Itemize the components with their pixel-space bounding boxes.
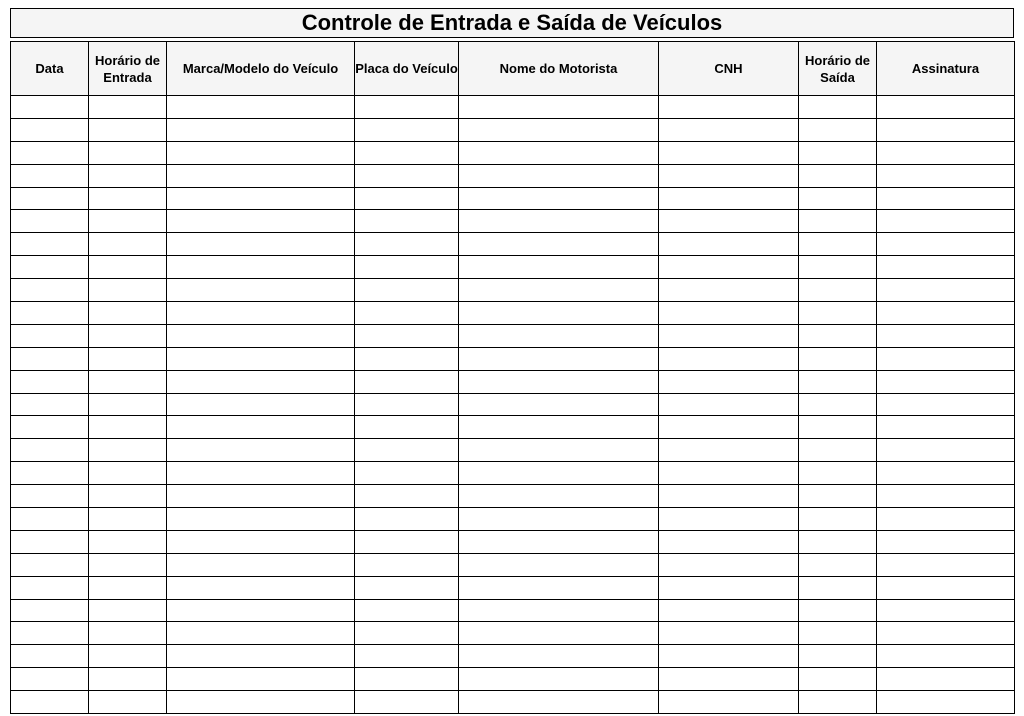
cell-horario-saida[interactable] (799, 462, 877, 485)
cell-nome-motorista[interactable] (459, 393, 659, 416)
cell-cnh[interactable] (659, 462, 799, 485)
cell-nome-motorista[interactable] (459, 164, 659, 187)
cell-marca-modelo[interactable] (167, 96, 355, 119)
cell-nome-motorista[interactable] (459, 622, 659, 645)
cell-cnh[interactable] (659, 141, 799, 164)
cell-nome-motorista[interactable] (459, 210, 659, 233)
cell-placa[interactable] (355, 347, 459, 370)
cell-placa[interactable] (355, 530, 459, 553)
column-header-cnh: CNH (659, 42, 799, 96)
cell-assinatura[interactable] (877, 645, 1015, 668)
table-row (11, 279, 1015, 302)
cell-marca-modelo[interactable] (167, 302, 355, 325)
table-row (11, 622, 1015, 645)
cell-horario-saida[interactable] (799, 164, 877, 187)
cell-horario-saida[interactable] (799, 347, 877, 370)
cell-horario-entrada[interactable] (89, 508, 167, 531)
cell-nome-motorista[interactable] (459, 691, 659, 714)
cell-horario-entrada[interactable] (89, 416, 167, 439)
cell-cnh[interactable] (659, 485, 799, 508)
cell-marca-modelo[interactable] (167, 530, 355, 553)
cell-data[interactable] (11, 279, 89, 302)
cell-assinatura[interactable] (877, 233, 1015, 256)
cell-marca-modelo[interactable] (167, 324, 355, 347)
cell-horario-entrada[interactable] (89, 279, 167, 302)
cell-cnh[interactable] (659, 279, 799, 302)
table-row (11, 118, 1015, 141)
cell-data[interactable] (11, 393, 89, 416)
cell-placa[interactable] (355, 416, 459, 439)
cell-cnh[interactable] (659, 118, 799, 141)
table-row (11, 393, 1015, 416)
table-row (11, 576, 1015, 599)
table-row (11, 439, 1015, 462)
cell-assinatura[interactable] (877, 256, 1015, 279)
cell-nome-motorista[interactable] (459, 553, 659, 576)
cell-assinatura[interactable] (877, 508, 1015, 531)
cell-assinatura[interactable] (877, 141, 1015, 164)
cell-assinatura[interactable] (877, 370, 1015, 393)
column-header-nome-motorista: Nome do Motorista (459, 42, 659, 96)
table-row (11, 256, 1015, 279)
cell-placa[interactable] (355, 210, 459, 233)
cell-assinatura[interactable] (877, 599, 1015, 622)
cell-horario-entrada[interactable] (89, 164, 167, 187)
cell-horario-entrada[interactable] (89, 691, 167, 714)
cell-assinatura[interactable] (877, 164, 1015, 187)
cell-data[interactable] (11, 645, 89, 668)
cell-horario-entrada[interactable] (89, 187, 167, 210)
cell-data[interactable] (11, 324, 89, 347)
cell-horario-entrada[interactable] (89, 462, 167, 485)
cell-marca-modelo[interactable] (167, 279, 355, 302)
cell-cnh[interactable] (659, 668, 799, 691)
cell-placa[interactable] (355, 302, 459, 325)
cell-nome-motorista[interactable] (459, 439, 659, 462)
cell-horario-entrada[interactable] (89, 96, 167, 119)
cell-horario-saida[interactable] (799, 691, 877, 714)
cell-placa[interactable] (355, 645, 459, 668)
cell-horario-entrada[interactable] (89, 485, 167, 508)
cell-marca-modelo[interactable] (167, 576, 355, 599)
cell-data[interactable] (11, 118, 89, 141)
cell-horario-entrada[interactable] (89, 553, 167, 576)
cell-horario-saida[interactable] (799, 553, 877, 576)
cell-placa[interactable] (355, 508, 459, 531)
cell-marca-modelo[interactable] (167, 118, 355, 141)
cell-horario-saida[interactable] (799, 96, 877, 119)
cell-horario-saida[interactable] (799, 302, 877, 325)
cell-assinatura[interactable] (877, 576, 1015, 599)
cell-nome-motorista[interactable] (459, 508, 659, 531)
cell-assinatura[interactable] (877, 530, 1015, 553)
cell-marca-modelo[interactable] (167, 141, 355, 164)
cell-horario-entrada[interactable] (89, 530, 167, 553)
cell-marca-modelo[interactable] (167, 691, 355, 714)
cell-horario-saida[interactable] (799, 279, 877, 302)
cell-nome-motorista[interactable] (459, 141, 659, 164)
cell-nome-motorista[interactable] (459, 324, 659, 347)
cell-horario-saida[interactable] (799, 530, 877, 553)
cell-marca-modelo[interactable] (167, 508, 355, 531)
cell-data[interactable] (11, 370, 89, 393)
cell-horario-entrada[interactable] (89, 141, 167, 164)
cell-assinatura[interactable] (877, 187, 1015, 210)
cell-placa[interactable] (355, 324, 459, 347)
cell-marca-modelo[interactable] (167, 416, 355, 439)
cell-horario-entrada[interactable] (89, 324, 167, 347)
cell-placa[interactable] (355, 233, 459, 256)
cell-marca-modelo[interactable] (167, 439, 355, 462)
cell-data[interactable] (11, 530, 89, 553)
cell-data[interactable] (11, 553, 89, 576)
cell-assinatura[interactable] (877, 347, 1015, 370)
cell-data[interactable] (11, 599, 89, 622)
cell-placa[interactable] (355, 164, 459, 187)
cell-cnh[interactable] (659, 302, 799, 325)
cell-nome-motorista[interactable] (459, 279, 659, 302)
cell-data[interactable] (11, 256, 89, 279)
cell-placa[interactable] (355, 187, 459, 210)
cell-marca-modelo[interactable] (167, 210, 355, 233)
column-header-placa: Placa do Veículo (355, 42, 459, 96)
table-body (11, 96, 1015, 714)
cell-data[interactable] (11, 485, 89, 508)
table-row (11, 233, 1015, 256)
cell-placa[interactable] (355, 141, 459, 164)
cell-horario-entrada[interactable] (89, 370, 167, 393)
cell-marca-modelo[interactable] (167, 622, 355, 645)
cell-horario-entrada[interactable] (89, 576, 167, 599)
cell-cnh[interactable] (659, 599, 799, 622)
cell-placa[interactable] (355, 691, 459, 714)
cell-horario-saida[interactable] (799, 256, 877, 279)
cell-data[interactable] (11, 691, 89, 714)
table-row (11, 210, 1015, 233)
column-header-horario-entrada: Horário de Entrada (89, 42, 167, 96)
cell-assinatura[interactable] (877, 302, 1015, 325)
table-row (11, 485, 1015, 508)
cell-cnh[interactable] (659, 622, 799, 645)
cell-nome-motorista[interactable] (459, 347, 659, 370)
cell-data[interactable] (11, 347, 89, 370)
cell-horario-saida[interactable] (799, 210, 877, 233)
cell-horario-entrada[interactable] (89, 302, 167, 325)
cell-horario-saida[interactable] (799, 141, 877, 164)
cell-cnh[interactable] (659, 508, 799, 531)
cell-cnh[interactable] (659, 324, 799, 347)
table-row (11, 691, 1015, 714)
table-row (11, 599, 1015, 622)
table-row (11, 508, 1015, 531)
cell-cnh[interactable] (659, 553, 799, 576)
cell-horario-saida[interactable] (799, 393, 877, 416)
cell-horario-entrada[interactable] (89, 599, 167, 622)
cell-assinatura[interactable] (877, 439, 1015, 462)
cell-horario-entrada[interactable] (89, 645, 167, 668)
cell-horario-saida[interactable] (799, 439, 877, 462)
table-row (11, 141, 1015, 164)
cell-placa[interactable] (355, 256, 459, 279)
cell-horario-saida[interactable] (799, 485, 877, 508)
cell-data[interactable] (11, 233, 89, 256)
cell-placa[interactable] (355, 439, 459, 462)
cell-assinatura[interactable] (877, 668, 1015, 691)
cell-nome-motorista[interactable] (459, 462, 659, 485)
cell-placa[interactable] (355, 96, 459, 119)
cell-nome-motorista[interactable] (459, 599, 659, 622)
cell-nome-motorista[interactable] (459, 302, 659, 325)
cell-cnh[interactable] (659, 576, 799, 599)
cell-nome-motorista[interactable] (459, 118, 659, 141)
cell-cnh[interactable] (659, 210, 799, 233)
cell-assinatura[interactable] (877, 324, 1015, 347)
cell-assinatura[interactable] (877, 622, 1015, 645)
cell-horario-saida[interactable] (799, 622, 877, 645)
cell-cnh[interactable] (659, 233, 799, 256)
cell-horario-entrada[interactable] (89, 439, 167, 462)
cell-nome-motorista[interactable] (459, 187, 659, 210)
cell-nome-motorista[interactable] (459, 416, 659, 439)
cell-cnh[interactable] (659, 370, 799, 393)
cell-data[interactable] (11, 508, 89, 531)
cell-nome-motorista[interactable] (459, 233, 659, 256)
table-row (11, 187, 1015, 210)
cell-marca-modelo[interactable] (167, 553, 355, 576)
cell-marca-modelo[interactable] (167, 347, 355, 370)
cell-placa[interactable] (355, 462, 459, 485)
cell-cnh[interactable] (659, 96, 799, 119)
cell-data[interactable] (11, 164, 89, 187)
table-row (11, 347, 1015, 370)
cell-placa[interactable] (355, 622, 459, 645)
cell-data[interactable] (11, 416, 89, 439)
cell-marca-modelo[interactable] (167, 256, 355, 279)
cell-marca-modelo[interactable] (167, 393, 355, 416)
cell-horario-saida[interactable] (799, 233, 877, 256)
cell-nome-motorista[interactable] (459, 485, 659, 508)
table-row (11, 416, 1015, 439)
cell-horario-saida[interactable] (799, 187, 877, 210)
cell-nome-motorista[interactable] (459, 645, 659, 668)
cell-horario-saida[interactable] (799, 599, 877, 622)
cell-cnh[interactable] (659, 393, 799, 416)
cell-horario-saida[interactable] (799, 416, 877, 439)
cell-cnh[interactable] (659, 187, 799, 210)
column-header-assinatura: Assinatura (877, 42, 1015, 96)
column-header-horario-saida: Horário de Saída (799, 42, 877, 96)
table-row (11, 645, 1015, 668)
cell-data[interactable] (11, 576, 89, 599)
cell-horario-entrada[interactable] (89, 347, 167, 370)
cell-assinatura[interactable] (877, 279, 1015, 302)
table-row (11, 302, 1015, 325)
cell-placa[interactable] (355, 279, 459, 302)
cell-horario-entrada[interactable] (89, 256, 167, 279)
cell-horario-saida[interactable] (799, 576, 877, 599)
table-row (11, 164, 1015, 187)
cell-horario-saida[interactable] (799, 118, 877, 141)
cell-assinatura[interactable] (877, 462, 1015, 485)
form-title: Controle de Entrada e Saída de Veículos (10, 8, 1014, 38)
cell-data[interactable] (11, 668, 89, 691)
table-row (11, 370, 1015, 393)
cell-cnh[interactable] (659, 164, 799, 187)
cell-marca-modelo[interactable] (167, 599, 355, 622)
cell-marca-modelo[interactable] (167, 485, 355, 508)
cell-cnh[interactable] (659, 439, 799, 462)
cell-marca-modelo[interactable] (167, 164, 355, 187)
cell-assinatura[interactable] (877, 96, 1015, 119)
cell-horario-entrada[interactable] (89, 233, 167, 256)
cell-horario-saida[interactable] (799, 645, 877, 668)
cell-placa[interactable] (355, 668, 459, 691)
cell-placa[interactable] (355, 553, 459, 576)
cell-marca-modelo[interactable] (167, 370, 355, 393)
vehicle-log-table (10, 41, 1015, 714)
column-header-data: Data (11, 42, 89, 96)
cell-assinatura[interactable] (877, 393, 1015, 416)
cell-horario-entrada[interactable] (89, 210, 167, 233)
cell-nome-motorista[interactable] (459, 530, 659, 553)
table-row (11, 553, 1015, 576)
cell-nome-motorista[interactable] (459, 256, 659, 279)
cell-marca-modelo[interactable] (167, 233, 355, 256)
cell-data[interactable] (11, 439, 89, 462)
cell-horario-entrada[interactable] (89, 118, 167, 141)
cell-placa[interactable] (355, 370, 459, 393)
cell-horario-saida[interactable] (799, 508, 877, 531)
cell-horario-entrada[interactable] (89, 668, 167, 691)
cell-nome-motorista[interactable] (459, 668, 659, 691)
cell-marca-modelo[interactable] (167, 462, 355, 485)
table-row (11, 462, 1015, 485)
cell-placa[interactable] (355, 576, 459, 599)
cell-placa[interactable] (355, 485, 459, 508)
cell-assinatura[interactable] (877, 691, 1015, 714)
cell-assinatura[interactable] (877, 118, 1015, 141)
cell-data[interactable] (11, 462, 89, 485)
cell-marca-modelo[interactable] (167, 668, 355, 691)
header-row (11, 42, 1015, 96)
cell-horario-saida[interactable] (799, 668, 877, 691)
cell-cnh[interactable] (659, 256, 799, 279)
cell-assinatura[interactable] (877, 210, 1015, 233)
cell-nome-motorista[interactable] (459, 576, 659, 599)
cell-data[interactable] (11, 187, 89, 210)
cell-assinatura[interactable] (877, 553, 1015, 576)
cell-cnh[interactable] (659, 416, 799, 439)
cell-horario-entrada[interactable] (89, 622, 167, 645)
cell-horario-entrada[interactable] (89, 393, 167, 416)
cell-nome-motorista[interactable] (459, 96, 659, 119)
table-row (11, 530, 1015, 553)
cell-marca-modelo[interactable] (167, 645, 355, 668)
cell-placa[interactable] (355, 599, 459, 622)
cell-marca-modelo[interactable] (167, 187, 355, 210)
table-row (11, 324, 1015, 347)
cell-cnh[interactable] (659, 530, 799, 553)
cell-data[interactable] (11, 622, 89, 645)
cell-assinatura[interactable] (877, 416, 1015, 439)
table-row (11, 96, 1015, 119)
column-header-marca-modelo: Marca/Modelo do Veículo (167, 42, 355, 96)
cell-placa[interactable] (355, 393, 459, 416)
cell-horario-saida[interactable] (799, 370, 877, 393)
cell-assinatura[interactable] (877, 485, 1015, 508)
cell-cnh[interactable] (659, 347, 799, 370)
cell-nome-motorista[interactable] (459, 370, 659, 393)
cell-cnh[interactable] (659, 645, 799, 668)
cell-cnh[interactable] (659, 691, 799, 714)
cell-placa[interactable] (355, 118, 459, 141)
cell-horario-saida[interactable] (799, 324, 877, 347)
cell-data[interactable] (11, 210, 89, 233)
cell-data[interactable] (11, 141, 89, 164)
table-row (11, 668, 1015, 691)
cell-data[interactable] (11, 96, 89, 119)
cell-data[interactable] (11, 302, 89, 325)
